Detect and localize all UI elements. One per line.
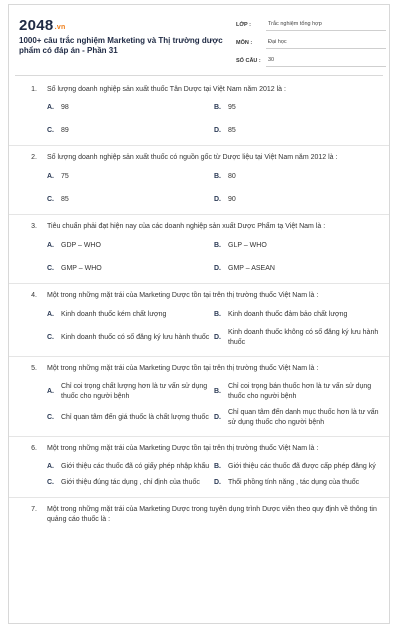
option-b[interactable] [214, 462, 381, 472]
question-item [9, 437, 389, 498]
option-text: GMP – WHO [61, 265, 102, 272]
option-text: Chỉ coi trọng chất lượng hơn là tư vấn sử dụng thuốc cho người bệnh [61, 383, 208, 400]
option-letter: A. [47, 242, 54, 249]
document-page [8, 4, 390, 624]
option-letter: C. [47, 334, 54, 341]
option-letter: B. [214, 463, 221, 470]
option-text: Kinh doanh thuốc không có số đăng ký lưu hành thuốc [228, 329, 379, 346]
option-b[interactable] [214, 241, 381, 251]
option-a[interactable] [47, 103, 214, 113]
logo-text: 2048 [19, 17, 54, 34]
option-text: Chỉ quan tâm đến danh mục thuốc hơn là tư vấn sử dụng thuốc cho người bệnh [228, 409, 379, 426]
question-number: 1. [31, 86, 37, 93]
option-letter: B. [214, 242, 221, 249]
meta-value: Đại học [266, 36, 386, 49]
meta-key: SỐ CÂU : [236, 57, 261, 64]
option-d[interactable] [214, 195, 381, 205]
option-text: Kinh doanh thuốc kém chất lượng [61, 311, 167, 318]
option-letter: D. [214, 265, 221, 272]
question-number: 5. [31, 365, 37, 372]
option-d[interactable] [214, 328, 381, 348]
option-text: Chỉ coi trọng bán thuốc hơn là tư vấn sử dụng thuốc cho người bệnh [228, 383, 372, 400]
question-number: 3. [31, 223, 37, 230]
option-a[interactable] [47, 462, 214, 472]
option-c[interactable] [47, 328, 214, 348]
option-c[interactable] [47, 195, 214, 205]
option-a[interactable] [47, 310, 214, 320]
meta-panel [236, 17, 386, 71]
question-text: Số lượng doanh nghiệp sản xuất thuốc có nguồn gốc từ Dược liệu tại Việt Nam năm 2012 là : [47, 154, 338, 161]
option-letter: A. [47, 388, 54, 395]
option-text: 75 [61, 173, 69, 180]
question-item [9, 357, 389, 437]
option-d[interactable] [214, 264, 381, 274]
option-letter: D. [214, 334, 221, 341]
logo-suffix: .vn [54, 24, 66, 31]
meta-row-subject [236, 35, 386, 50]
meta-value: Trắc nghiệm tổng hợp [266, 18, 386, 31]
option-letter: B. [214, 388, 221, 395]
option-text: Giới thiệu các thuốc đã được cấp phép đăng ký [228, 463, 376, 470]
option-letter: C. [47, 265, 54, 272]
option-c[interactable] [47, 264, 214, 274]
meta-key: MÔN : [236, 39, 253, 46]
question-item [9, 79, 389, 146]
option-text: 89 [61, 127, 69, 134]
option-text: 90 [228, 196, 236, 203]
option-text: GDP – WHO [61, 242, 101, 249]
option-text: Thổi phồng tính năng , tác dụng của thuốc [228, 479, 360, 486]
question-text: Một trong những mặt trái của Marketing Dược tồn tại trên thị trường thuốc Việt Nam là : [47, 365, 319, 372]
meta-row-count [236, 53, 386, 68]
option-letter: C. [47, 196, 54, 203]
option-b[interactable] [214, 103, 381, 113]
question-text: Một trong những mặt trái của Marketing Dược tồn tại trên thị trường thuốc Việt Nam là : [47, 445, 319, 452]
option-text: 95 [228, 104, 236, 111]
question-item [9, 215, 389, 284]
option-letter: A. [47, 311, 54, 318]
meta-value: 30 [266, 54, 386, 67]
option-text: Kinh doanh thuốc có số đăng ký lưu hành thuốc [61, 334, 210, 341]
option-letter: A. [47, 463, 54, 470]
option-a[interactable] [47, 382, 214, 402]
question-number: 6. [31, 445, 37, 452]
document-title: 1000+ câu trắc nghiệm Marketing và Thị trường dược phẩm có đáp án - Phần 31 [19, 36, 223, 55]
option-a[interactable] [47, 241, 214, 251]
option-c[interactable] [47, 126, 214, 136]
option-text: GMP – ASEAN [228, 265, 275, 272]
question-list [9, 79, 389, 525]
question-text: Số lượng doanh nghiệp sản xuất thuốc Tân Dược tại Việt Nam năm 2012 là : [47, 86, 286, 93]
meta-row-class [236, 17, 386, 32]
option-text: Giới thiệu đúng tác dụng , chỉ định của thuốc [61, 479, 200, 486]
option-text: 80 [228, 173, 236, 180]
option-text: GLP – WHO [228, 242, 267, 249]
option-letter: B. [214, 173, 221, 180]
question-text: Một trong những mặt trái của Marketing Dược tồn tại trên thị trường thuốc Việt Nam là : [47, 292, 319, 299]
question-number: 4. [31, 292, 37, 299]
question-item [9, 146, 389, 215]
option-letter: D. [214, 196, 221, 203]
question-text: Tiêu chuẩn phải đạt hiện nay của các doanh nghiệp sản xuất Dược Phẩm tạ Việt Nam là : [47, 223, 326, 230]
question-number: 7. [31, 506, 37, 513]
option-letter: B. [214, 311, 221, 318]
option-text: Kinh doanh thuốc đảm bảo chất lượng [228, 311, 348, 318]
header-divider [15, 75, 383, 76]
option-c[interactable] [47, 478, 214, 488]
option-d[interactable] [214, 126, 381, 136]
question-number: 2. [31, 154, 37, 161]
option-text: Giới thiệu các thuốc đã có giấy phép nhập khẩu [61, 463, 210, 470]
option-letter: C. [47, 127, 54, 134]
question-item [9, 284, 389, 357]
option-c[interactable] [47, 408, 214, 428]
question-item [9, 498, 389, 525]
option-d[interactable] [214, 408, 381, 428]
option-b[interactable] [214, 310, 381, 320]
option-b[interactable] [214, 382, 381, 402]
option-letter: A. [47, 173, 54, 180]
option-letter: D. [214, 479, 221, 486]
site-logo[interactable] [19, 17, 66, 34]
option-d[interactable] [214, 478, 381, 488]
option-letter: D. [214, 414, 221, 421]
option-b[interactable] [214, 172, 381, 182]
meta-key: LỚP : [236, 21, 251, 28]
option-text: Chỉ quan tâm đến giá thuốc là chất lượng thuốc [61, 414, 209, 421]
option-letter: A. [47, 104, 54, 111]
option-a[interactable] [47, 172, 214, 182]
option-letter: B. [214, 104, 221, 111]
option-text: 98 [61, 104, 69, 111]
option-text: 85 [61, 196, 69, 203]
option-letter: C. [47, 479, 54, 486]
question-text: Một trong những mặt trái của Marketing Dược trong tuyên dụng trình Dược viên theo quy định về thông tin quảng cáo thuốc là : [47, 506, 377, 523]
option-text: 85 [228, 127, 236, 134]
document-header [9, 5, 389, 75]
option-letter: C. [47, 414, 54, 421]
option-letter: D. [214, 127, 221, 134]
